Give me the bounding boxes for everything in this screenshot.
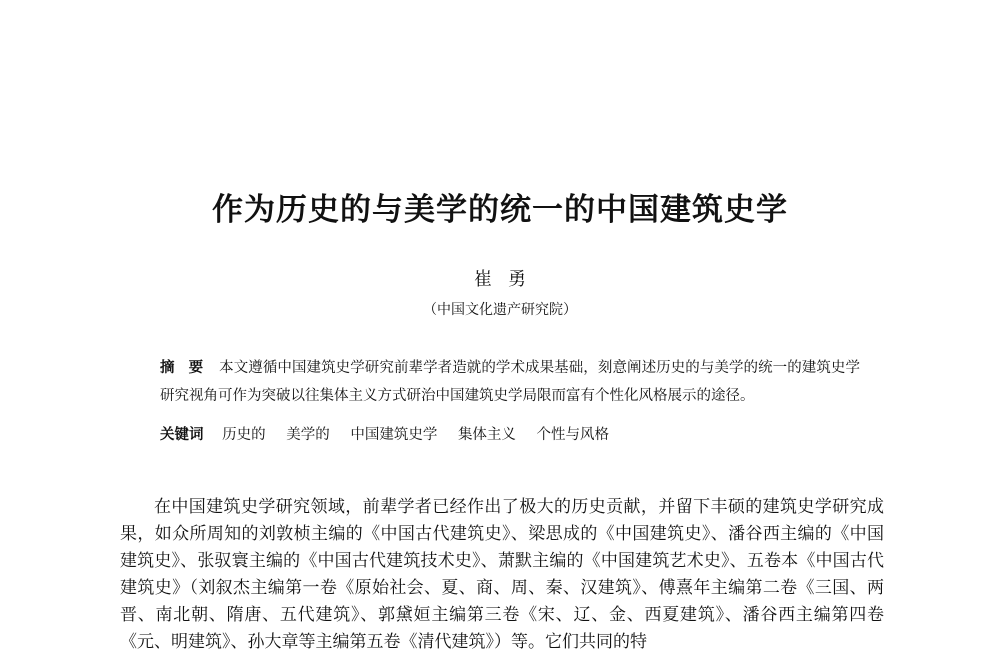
keyword-4: 集体主义 [457, 427, 516, 443]
abstract-label: 摘要 [160, 360, 218, 376]
abstract [160, 354, 860, 410]
author-affiliation: （中国文化遗产研究院） [423, 302, 577, 318]
keyword-5: 个性与风格 [536, 427, 610, 443]
keyword-1: 历史的 [222, 427, 266, 443]
keyword-2: 美学的 [286, 427, 330, 443]
body-paragraph: 在中国建筑史学研究领域，前辈学者已经作出了极大的历史贡献，并留下丰硕的建筑史学研究成果，如众所周知的刘敦桢主编的《中国古代建筑史》、梁思成的《中国建筑史》、潘谷西主编的《中国建筑史》、张驭寰主编的《中国古代建筑技术史》、萧默主编的《中国建筑艺术史》、五卷本《中国古代建筑史》（刘叙杰主编第一卷《原始社会、夏、商、周、秦、汉建筑》、傅熹年主编第二卷《三国、两晋、南北朝、隋唐、五代建筑》、郭黛姮主编第三卷《宋、辽、金、西夏建筑》、潘谷西主编第四卷《元、明建筑》、孙大章等主编第五卷《清代建筑》）等。它们共同的特 [120, 497, 884, 652]
abstract-text: 本文遵循中国建筑史学研究前辈学者造就的学术成果基础，刻意阐述历史的与美学的统一的建筑史学研究视角可作为突破以往集体主义方式研治中国建筑史学局限而富有个性化风格展示的途径。 [160, 360, 861, 404]
author-name: 崔勇 [474, 269, 542, 290]
paper-title: 作为历史的与美学的统一的中国建筑史学 [212, 192, 788, 228]
keyword-3: 中国建筑史学 [350, 427, 438, 443]
keywords-label: 关键词 [160, 427, 204, 443]
keywords [160, 422, 860, 448]
